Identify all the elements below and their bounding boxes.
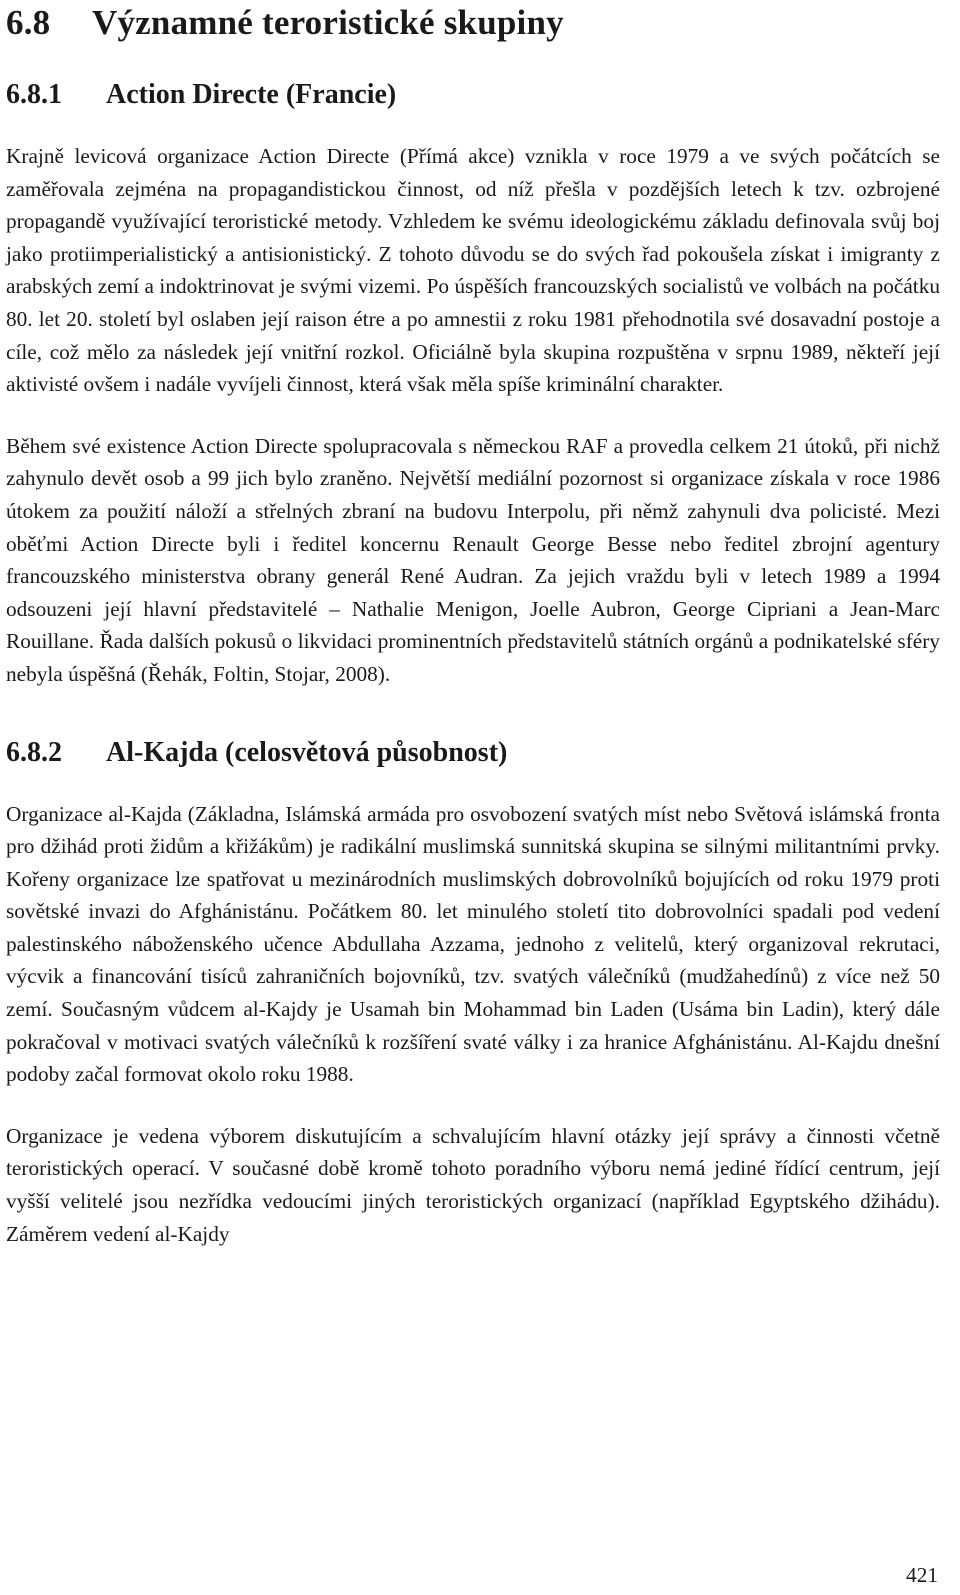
section-number: 6.8.1 bbox=[6, 79, 62, 110]
paragraph: Organizace je vedena výborem diskutujícím a schvalujícím hlavní otázky její správy a činnosti včetně teroristických operací. V současné době kromě tohoto poradního výboru nemá jediné řídící centrum, její vyšší velitelé jsou nezřídka vedoucími jiných teroristických organizací (například Egyptského džihádu). Záměrem vedení al-Kajdy bbox=[6, 1123, 940, 1246]
paragraph: Během své existence Action Directe spolupracovala s německou RAF a provedla celkem 21 útoků, při nichž zahynulo devět osob a 99 jich bylo zraněno. Největší mediální pozornost si organizace získala v roce 1986 útokem za použití náloží a střelných zbraní na budovu Interpolu, při němž zahynuli dva policisté. Mezi oběťmi Action Directe byli i ředitel koncernu Renault George Besse nebo ředitel zbrojní agentury francouzského ministerstva obrany generál René Audran. Za jejich vraždu byli v letech 1989 a 1994 odsouzeni její hlavní představitelé – Nathalie Menigon, Joelle Aubron, George Cipriani a Jean-Marc Rouillane. Řada dalších pokusů o likvidaci prominentních představitelů státních orgánů a podnikatelské sféry nebyla úspěšná (Řehák, Foltin, Stojar, 2008). bbox=[6, 433, 940, 686]
section-number: 6.8.2 bbox=[6, 736, 62, 768]
section-heading-al-kajda bbox=[6, 735, 940, 771]
section-title: Action Directe (Francie) bbox=[106, 79, 397, 110]
document-page bbox=[6, 0, 940, 1250]
paragraph: Organizace al-Kajda (Základna, Islámská armáda pro osvobození svatých míst nebo Světová islámská fronta pro džihád proti židům a křižákům) je radikální muslimská sunnitská skupina se silnými militantními prvky. Kořeny organizace lze spatřovat u mezinárodních muslimských dobrovolníků bojujících od roku 1979 proti sovětské invazi do Afghánistánu. Počátkem 80. let minulého století tito dobrovolníci spadali pod vedení palestinského náboženského učence Abdullaha Azzama, jednoho z velitelů, který organizoval rekrutaci, výcvik a financování tisíců zahraničních bojovníků, tzv. svatých válečníků (mudžahedínů) z více než 50 zemí. Současným vůdcem al-Kajdy je Usamah bin Mohammad bin Laden (Usáma bin Ladin), který dále pokračoval v motivaci svatých válečníků k rozšíření svaté války i za hranice Afghánistánu. Al-Kajdu dnešní podoby začal formovat okolo roku 1988. bbox=[6, 801, 940, 1087]
section-heading-action-directe bbox=[6, 77, 940, 113]
page-number: 421 bbox=[906, 1563, 938, 1587]
section-title: Al-Kajda (celosvětová působnost) bbox=[106, 736, 508, 768]
chapter-heading bbox=[6, 0, 940, 44]
chapter-title: Významné teroristické skupiny bbox=[92, 3, 564, 42]
chapter-number: 6.8 bbox=[6, 3, 51, 42]
paragraph: Krajně levicová organizace Action Directe (Přímá akce) vznikla v roce 1979 a ve svých počátcích se zaměřovala zejména na propagandistickou činnost, od níž přešla v pozdějších letech k tzv. ozbrojené propagandě využívající teroristické metody. Vzhledem ke svému ideologickému základu definovala svůj boj jako protiimperialistický a antisionistický. Z tohoto důvodu se do svých řad pokoušela získat i imigranty z arabských zemí a indoktrinovat je svými vizemi. Po úspěších francouzských socialistů ve volbách na počátku 80. let 20. století byl oslaben její raison étre a po amnestii z roku 1981 přehodnotila své dosavadní postoje a cíle, což mělo za následek její vnitřní rozkol. Oficiálně byla skupina rozpuštěna v srpnu 1989, někteří její aktivisté ovšem i nadále vyvíjeli činnost, která však měla spíše kriminální charakter. bbox=[6, 144, 940, 397]
